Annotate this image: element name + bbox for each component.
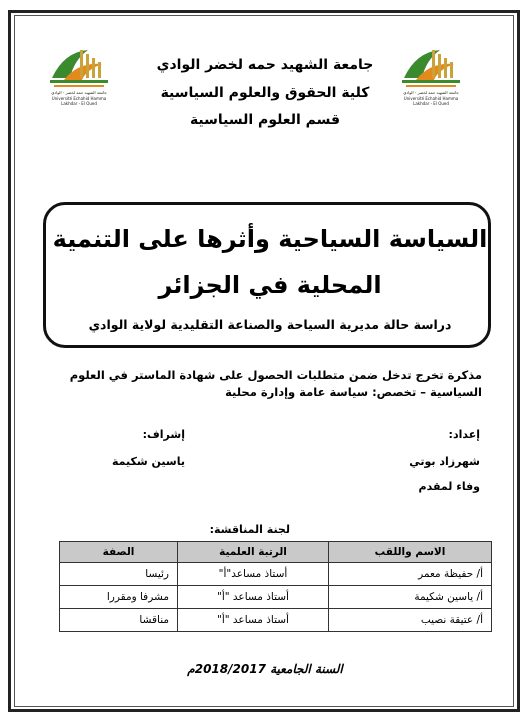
thesis-title-line2: المحلية في الجزائر [158,271,382,299]
table-row [60,586,492,609]
faculty-name: كلية الحقوق والعلوم السياسية [160,85,370,101]
jury-table-header [60,542,492,563]
department-name: قسم العلوم السياسية [189,112,341,128]
jury-member-rank: أستاذ مساعد"أ" [178,563,329,586]
thesis-subtitle: دراسة حالة مديرية السياحة والصناعة التقليدية لولاية الوادي [88,317,452,332]
student-name-1: شهرزاد بوتي [409,455,480,468]
jury-member-name: أ/ حفيظة معمر [329,563,492,586]
jury-table [59,541,492,632]
logo-caption-ar: جامعة الشهيد حمه لخضر - الوادي [51,90,107,95]
jury-label: لجنة المناقشة: [209,523,290,536]
logo-caption-fr: Université Echahid Hamma Lakhdar - El Oued [51,96,107,106]
jury-member-role: مشرفا ومقررا [60,586,178,609]
table-row [60,609,492,632]
col-name-header: الاسم واللقب [329,542,492,563]
logo-caption-fr: Université Echahid Hamma Lakhdar - El Oued [403,96,459,106]
jury-member-rank: أستاذ مساعد "أ" [178,586,329,609]
col-role-header: الصفة [60,542,178,563]
col-rank-header: الرتبة العلمية [178,542,329,563]
memo-description-line2: السياسية – تخصص: سياسة عامة وإدارة محلية [225,385,482,399]
academic-year: السنة الجامعية 2018/2017م [187,662,343,676]
jury-member-role: رئيسا [60,563,178,586]
jury-member-name: أ/ ياسين شكيمة [329,586,492,609]
thesis-title-line1: السياسة السياحية وأثرها على التنمية [52,225,488,253]
supervision-label: إشراف: [142,428,185,441]
jury-member-rank: أستاذ مساعد "أ" [178,609,329,632]
jury-member-role: مناقشا [60,609,178,632]
jury-member-name: أ/ عتيقة نصيب [329,609,492,632]
student-name-2: وفاء لمقدم [418,480,480,493]
supervisor-name: ياسين شكيمة [111,455,185,468]
table-row [60,563,492,586]
logo-caption-ar: جامعة الشهيد حمه لخضر - الوادي [403,90,459,95]
prepared-by-label: إعداد: [448,428,480,441]
university-name: جامعة الشهيد حمه لخضر الوادي [156,57,374,73]
thesis-title-box [43,202,491,348]
memo-description-line1: مذكرة تخرج تدخل ضمن متطلبات الحصول على شهادة الماستر في العلوم [69,368,482,382]
